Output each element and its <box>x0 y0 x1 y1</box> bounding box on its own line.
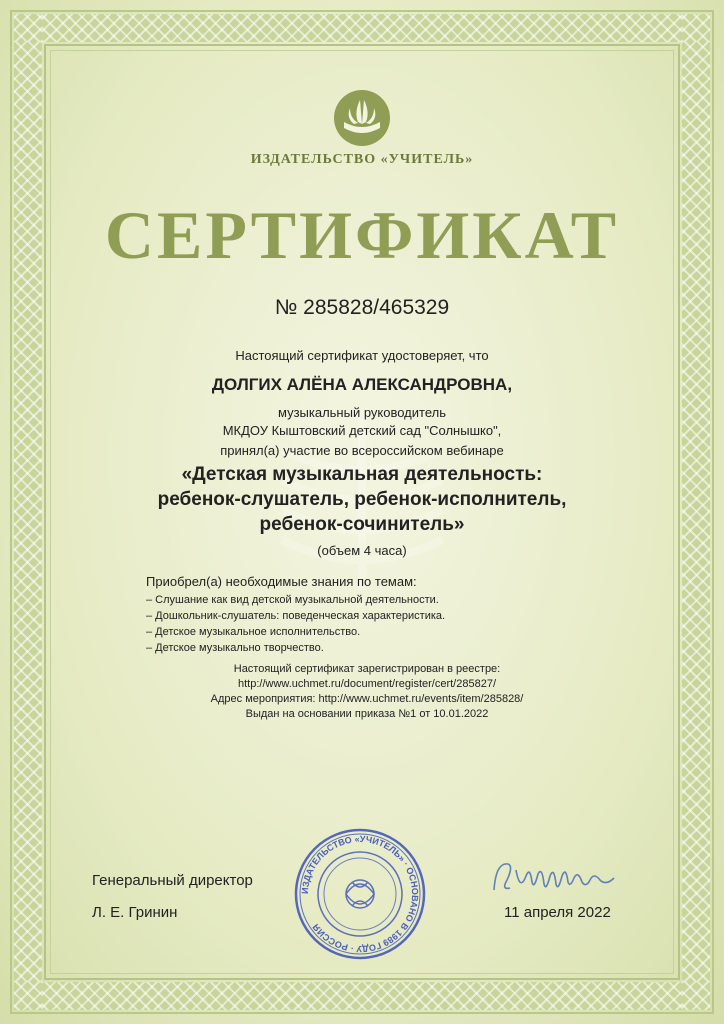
recipient-position: музыкальный руководитель <box>277 405 446 420</box>
certificate-number: № 285828/465329 <box>274 296 450 319</box>
topics-heading: Приобрел(а) необходимые знания по темам: <box>146 574 417 589</box>
webinar-title-line: «Детская музыкальная деятельность: <box>181 464 543 485</box>
webinar-title-line: ребенок-слушатель, ребенок-исполнитель, <box>157 489 567 510</box>
issue-date: 11 апреля 2022 <box>504 904 611 921</box>
topics-list <box>146 574 445 656</box>
recipient-organization: МКДОУ Кыштовский детский сад "Солнышко", <box>222 423 502 438</box>
topic-item: – Слушание как вид детской музыкальной деятельности. <box>146 594 439 606</box>
registry-link[interactable]: http://www.uchmet.ru/document/register/cert/285827/ <box>237 678 497 690</box>
registry-line: Настоящий сертификат зарегистрирован в реестре: <box>233 663 501 675</box>
topic-item: – Детское музыкально творчество. <box>146 642 324 654</box>
webinar-title-line: ребенок-сочинитель» <box>259 514 465 535</box>
publisher-logo-icon <box>332 88 392 148</box>
topic-item: – Дошкольник-слушатель: поведенческая характеристика. <box>146 610 446 622</box>
participation-text: принял(а) участие во всероссийском вебинаре <box>220 443 504 458</box>
certificate-title: СЕРТИФИКАТ <box>104 197 620 273</box>
signatory-role: Генеральный директор <box>92 872 253 889</box>
volume-text: (объем 4 часа) <box>317 543 407 558</box>
certifies-text: Настоящий сертификат удостоверяет, что <box>235 348 489 363</box>
order-info: Выдан на основании приказа №1 от 10.01.2022 <box>245 708 489 720</box>
registry-info <box>0 662 724 722</box>
svg-text:ИЗДАТЕЛЬСТВО «УЧИТЕЛЬ» · ОСНОВ: ИЗДАТЕЛЬСТВО «УЧИТЕЛЬ» · ОСНОВАНО В 1989 ГОДУ · РОССИЯ <box>299 833 421 955</box>
publisher-name: ИЗДАТЕЛЬСТВО «УЧИТЕЛЬ» <box>250 152 474 167</box>
director-signature <box>486 852 626 902</box>
topic-item: – Детское музыкальное исполнительство. <box>146 626 361 638</box>
official-seal-icon <box>292 826 428 962</box>
signatory-name: Л. Е. Гринин <box>92 904 178 921</box>
recipient-name: ДОЛГИХ АЛЁНА АЛЕКСАНДРОВНА, <box>211 375 513 394</box>
event-address[interactable]: Адрес мероприятия: http://www.uchmet.ru/events/item/285828/ <box>210 693 524 705</box>
webinar-title <box>0 462 724 537</box>
